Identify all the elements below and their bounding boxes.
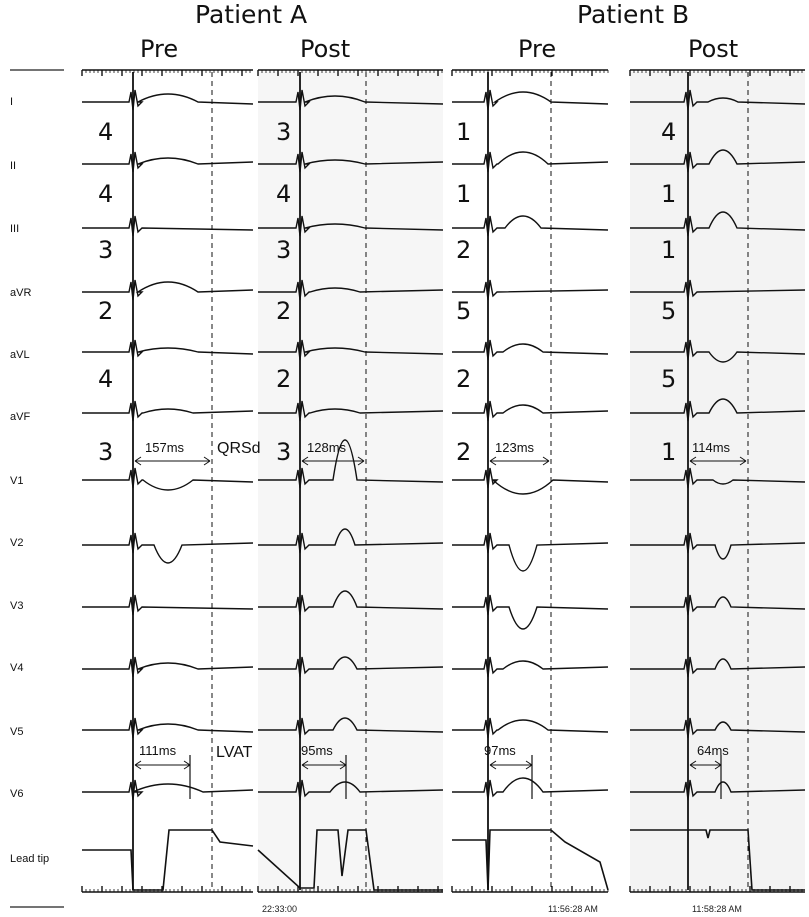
lead-label: III [10,223,20,235]
panel-background [630,72,805,892]
lead-label: aVF [10,411,31,423]
qrsd-value: 157ms [145,440,185,455]
score-a-post: 2 [276,297,292,325]
patient-b-pre-label: Pre [518,35,557,63]
lead-label: I [10,96,14,108]
lead-label: Lead tip [10,853,50,865]
patient-b-post-label: Post [688,35,739,63]
lvat-label: LVAT [216,744,253,761]
score-a-pre: 3 [98,236,114,264]
lead-label: V5 [10,726,24,738]
patient-a-title: Patient A [195,0,308,29]
lvat-value: 111ms [139,743,177,758]
score-b-pre: 1 [456,180,472,208]
lead-label: V2 [10,537,24,549]
panel-background [452,72,608,892]
score-b-pre: 2 [456,365,472,393]
lead-label: aVL [10,349,30,361]
score-b-pre: 2 [456,236,472,264]
lead-label: II [10,160,17,172]
score-b-pre: 1 [456,118,472,146]
score-a-pre: 2 [98,297,114,325]
score-b-post: 4 [661,118,677,146]
score-b-post: 1 [661,180,677,208]
lead-label: aVR [10,287,32,299]
score-a-post: 3 [276,118,292,146]
score-b-post: 1 [661,438,677,466]
lvat-value: 97ms [484,743,516,758]
score-a-pre: 4 [98,180,114,208]
score-b-post: 5 [661,365,677,393]
score-a-post: 3 [276,236,292,264]
score-a-post: 2 [276,365,292,393]
score-a-pre: 4 [98,365,114,393]
qrsd-value: 114ms [692,440,731,455]
lvat-value: 95ms [301,743,333,758]
lead-label: V4 [10,662,24,674]
score-b-pre: 2 [456,438,472,466]
score-a-post: 3 [276,438,292,466]
lead-label: V3 [10,600,24,612]
patient-a-post-label: Post [300,35,351,63]
patient-a-pre-label: Pre [140,35,179,63]
qrsd-value: 123ms [495,440,535,455]
score-a-post: 4 [276,180,292,208]
qrsd-value: 128ms [307,440,347,455]
timestamp: 22:33:00 [262,904,298,914]
score-a-pre: 3 [98,438,114,466]
timestamp: 11:58:28 AM [692,904,742,914]
lead-label: V1 [10,475,24,487]
lead-label: V6 [10,788,24,800]
score-b-pre: 5 [456,297,472,325]
patient-b-title: Patient B [577,0,690,29]
qrsd-label: QRSd [217,440,261,457]
score-b-post: 5 [661,297,677,325]
lvat-value: 64ms [697,743,729,758]
timestamp: 11:56:28 AM [548,904,598,914]
score-a-pre: 4 [98,118,114,146]
score-b-post: 1 [661,236,677,264]
